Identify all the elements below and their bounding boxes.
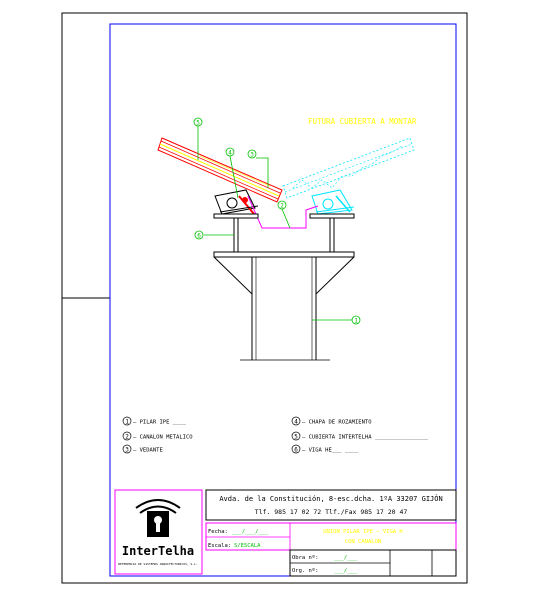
callout-3 — [248, 150, 256, 159]
top-flange-left — [214, 214, 258, 218]
obra-label: Obra nº: — [292, 555, 319, 561]
callout-5 — [194, 118, 202, 127]
roof-annotation: FUTURA CUBIERTA A MONTAR — [308, 117, 417, 126]
svg-text:— CUBIERTA INTERTELHA ________: — CUBIERTA INTERTELHA ________________ — [302, 434, 428, 441]
intertelha-logo — [118, 500, 198, 566]
obra-value: ___/___ — [334, 555, 358, 561]
fecha-value: ___/___/___ — [232, 529, 269, 535]
legend-item-6 — [292, 445, 359, 454]
beam-web-left — [234, 218, 238, 252]
svg-text:— CHAPA DE ROZAMIENTO: — CHAPA DE ROZAMIENTO — [302, 419, 372, 426]
gusset-left — [214, 257, 252, 294]
svg-text:2: 2 — [280, 202, 284, 210]
svg-text:— VIGA HE___ ____: — VIGA HE___ ____ — [302, 447, 359, 454]
callout-4 — [226, 148, 234, 157]
escala-label: Escala: — [208, 543, 232, 549]
leader-lines — [198, 126, 352, 320]
svg-text:3: 3 — [250, 151, 254, 159]
svg-text:6: 6 — [197, 232, 201, 240]
svg-text:1: 1 — [125, 418, 129, 426]
svg-text:4: 4 — [228, 149, 232, 157]
legend-item-4 — [292, 417, 372, 426]
right-roof-panel — [283, 138, 414, 198]
callout-2 — [278, 201, 286, 210]
base-plate — [214, 252, 354, 257]
gusset-right — [316, 257, 354, 294]
drawing-title-1: UNION PILAR IPE — VIGA H — [323, 529, 403, 535]
address-line: Avda. de la Constitución, 8-esc.dcha. 1ºA 33207 GIJÓN — [219, 495, 443, 503]
callout-6 — [195, 231, 203, 240]
svg-text:2: 2 — [125, 433, 129, 441]
org-label: Org. nº: — [292, 568, 319, 574]
legend — [123, 417, 429, 454]
legend-item-5 — [292, 432, 429, 441]
left-roof-panel — [158, 138, 282, 202]
right-bracket — [312, 190, 354, 214]
top-flange-right — [310, 214, 354, 218]
svg-text:6: 6 — [294, 446, 298, 454]
svg-text:5: 5 — [196, 119, 200, 127]
escala-value: S/ESCALA — [234, 543, 261, 549]
left-bracket — [215, 190, 258, 214]
drawing-title-2: CON CANALON — [344, 539, 382, 545]
svg-text:— VEDANTE: — VEDANTE — [133, 447, 163, 454]
org-value: ___/___ — [334, 568, 358, 574]
svg-text:— PILAR IPE ____: — PILAR IPE ____ — [133, 419, 186, 426]
svg-text:1: 1 — [354, 317, 358, 325]
legend-item-1 — [123, 417, 187, 426]
drawing-frame — [110, 24, 456, 576]
phone-line: Tlf. 985 17 02 72 Tlf./Fax 985 17 20 47 — [254, 508, 408, 516]
detail-drawing — [158, 117, 417, 360]
svg-text:5: 5 — [294, 433, 298, 441]
svg-text:— CANALON METALICO: — CANALON METALICO — [133, 434, 193, 441]
logo-tagline: REFERENCIA DE SISTEMAS ARQUITECTONICOS, S.L. — [118, 562, 198, 566]
svg-text:3: 3 — [125, 446, 129, 454]
legend-item-2 — [123, 432, 193, 441]
beam-web-right — [330, 218, 334, 252]
logo-name: InterTelha — [121, 544, 195, 558]
title-block — [115, 490, 456, 576]
callout-1 — [352, 316, 360, 325]
svg-text:4: 4 — [294, 418, 298, 426]
fecha-label: Fecha: — [208, 529, 228, 535]
legend-item-3 — [123, 445, 163, 454]
